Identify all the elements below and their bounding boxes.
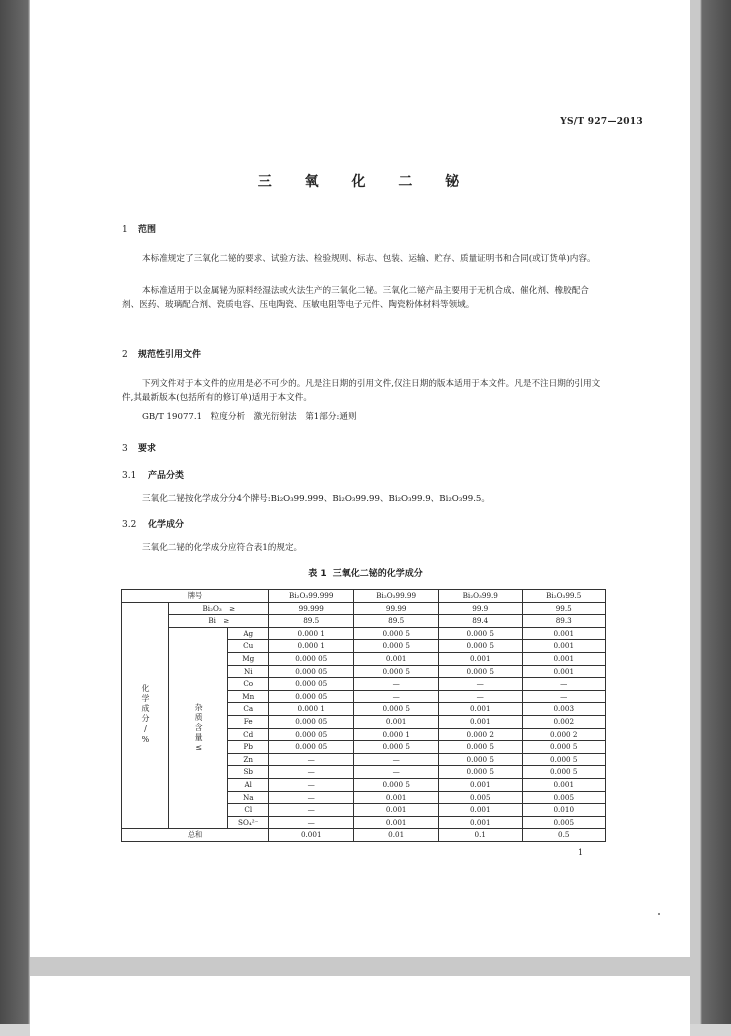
value-cell: 0.001 xyxy=(354,816,439,829)
total-label-cell: 总和 xyxy=(122,829,269,842)
value-cell: 0.000 5 xyxy=(354,778,439,791)
value-cell: 0.001 xyxy=(439,715,522,728)
value-cell: 0.000 5 xyxy=(354,665,439,678)
value-cell: 0.000 2 xyxy=(439,728,522,741)
value-cell: 89.4 xyxy=(439,615,522,628)
value-cell: — xyxy=(269,778,354,791)
section-2-paragraph: 下列文件对于本文件的应用是必不可少的。凡是注日期的引用文件,仅注日期的版本适用于本文件。凡是不注日期的引用文件,其最新版本(包括所有的修订单)适用于本文件。 xyxy=(122,379,601,403)
value-cell: 0.000 05 xyxy=(269,652,354,665)
element-cell: SO₄²⁻ xyxy=(228,816,269,829)
table-caption: 表 1 三氧化二铋的化学成分 xyxy=(308,569,423,579)
section-1-heading: 1 范围 xyxy=(122,225,157,235)
value-cell: 99.999 xyxy=(269,602,354,615)
element-cell: Cu xyxy=(228,640,269,653)
element-cell: Mg xyxy=(228,652,269,665)
value-cell: 0.001 xyxy=(522,778,606,791)
value-cell: 89.3 xyxy=(522,615,606,628)
value-cell: — xyxy=(354,753,439,766)
element-cell: Sb xyxy=(228,766,269,779)
value-cell: 0.000 5 xyxy=(354,640,439,653)
element-cell: Ag xyxy=(228,627,269,640)
element-cell: Bi₂O₃ ≥ xyxy=(169,602,269,615)
value-cell: 0.000 1 xyxy=(269,640,354,653)
brand-cell: Bi₂O₃99.5 xyxy=(522,590,606,603)
value-cell: 0.005 xyxy=(439,791,522,804)
page-number: 1 xyxy=(578,848,584,857)
table-row xyxy=(122,615,606,628)
brand-header-cell: 牌号 xyxy=(122,590,269,603)
element-cell: Zn xyxy=(228,753,269,766)
element-cell: Cd xyxy=(228,728,269,741)
value-cell: 0.001 xyxy=(354,715,439,728)
value-cell: — xyxy=(522,690,606,703)
value-cell: — xyxy=(522,678,606,691)
value-cell: — xyxy=(269,766,354,779)
value-cell: 0.000 5 xyxy=(439,766,522,779)
value-cell: 0.001 xyxy=(439,703,522,716)
value-cell: 0.000 5 xyxy=(439,640,522,653)
value-cell: 0.5 xyxy=(522,829,606,842)
value-cell: 0.1 xyxy=(439,829,522,842)
value-cell: 0.002 xyxy=(522,715,606,728)
value-cell: 0.000 5 xyxy=(522,766,606,779)
value-cell: 99.9 xyxy=(439,602,522,615)
element-cell: Fe xyxy=(228,715,269,728)
value-cell: 0.001 xyxy=(522,652,606,665)
element-cell: Ca xyxy=(228,703,269,716)
scan-speck xyxy=(658,913,660,915)
value-cell: 0.000 05 xyxy=(269,665,354,678)
value-cell: — xyxy=(269,753,354,766)
value-cell: 0.000 5 xyxy=(439,665,522,678)
value-cell: 0.000 1 xyxy=(269,627,354,640)
table-total-row xyxy=(122,829,606,842)
value-cell: 99.99 xyxy=(354,602,439,615)
value-cell: — xyxy=(354,690,439,703)
impurity-group-label: 杂质含量≤ xyxy=(169,627,228,829)
value-cell: 0.001 xyxy=(354,791,439,804)
element-cell: Pb xyxy=(228,741,269,754)
value-cell: — xyxy=(269,804,354,817)
section-3-heading: 3 要求 xyxy=(122,444,157,454)
element-cell: Al xyxy=(228,778,269,791)
value-cell: 0.000 5 xyxy=(439,627,522,640)
value-cell: — xyxy=(269,791,354,804)
table-row xyxy=(122,602,606,615)
element-cell: Mn xyxy=(228,690,269,703)
value-cell: 0.001 xyxy=(354,804,439,817)
document-title: 三 氧 化 二 铋 xyxy=(257,174,474,190)
element-cell: Co xyxy=(228,678,269,691)
composition-group-label: 化学成分/% xyxy=(122,602,169,829)
value-cell: 0.003 xyxy=(522,703,606,716)
value-cell: 0.001 xyxy=(439,778,522,791)
value-cell: — xyxy=(439,678,522,691)
brand-cell: Bi₂O₃99.9 xyxy=(439,590,522,603)
value-cell: 0.005 xyxy=(522,816,606,829)
value-cell: 0.000 05 xyxy=(269,715,354,728)
section-3-1-paragraph: 三氧化二铋按化学成分分4个牌号:Bi₂O₃99.999、Bi₂O₃99.99、Bi₂O₃99.9、Bi₂O₃99.5。 xyxy=(142,494,490,504)
element-cell: Cl xyxy=(228,804,269,817)
value-cell: 0.001 xyxy=(439,652,522,665)
element-cell: Bi ≥ xyxy=(169,615,269,628)
value-cell: — xyxy=(354,678,439,691)
section-3-1-heading: 3.1 产品分类 xyxy=(122,471,185,481)
value-cell: 0.000 5 xyxy=(439,753,522,766)
brand-cell: Bi₂O₃99.999 xyxy=(269,590,354,603)
value-cell: 0.000 1 xyxy=(269,703,354,716)
value-cell: 0.001 xyxy=(522,627,606,640)
value-cell: — xyxy=(269,816,354,829)
value-cell: 89.5 xyxy=(269,615,354,628)
table-row xyxy=(122,627,606,640)
value-cell: 0.000 05 xyxy=(269,728,354,741)
value-cell: — xyxy=(354,766,439,779)
value-cell: 0.000 5 xyxy=(354,627,439,640)
table-header-row xyxy=(122,590,606,603)
value-cell: 0.000 5 xyxy=(522,741,606,754)
value-cell: 0.01 xyxy=(354,829,439,842)
value-cell: 0.000 5 xyxy=(439,741,522,754)
value-cell: 0.001 xyxy=(439,816,522,829)
value-cell: 0.001 xyxy=(439,804,522,817)
value-cell: 0.000 05 xyxy=(269,690,354,703)
value-cell: 0.001 xyxy=(269,829,354,842)
value-cell: 0.000 5 xyxy=(354,741,439,754)
section-3-2-heading: 3.2 化学成分 xyxy=(122,520,185,530)
value-cell: 0.000 1 xyxy=(354,728,439,741)
value-cell: 0.001 xyxy=(354,652,439,665)
standard-code: YS/T 927—2013 xyxy=(560,117,643,127)
value-cell: 0.000 5 xyxy=(522,753,606,766)
brand-cell: Bi₂O₃99.99 xyxy=(354,590,439,603)
value-cell: 89.5 xyxy=(354,615,439,628)
value-cell: 0.000 5 xyxy=(354,703,439,716)
value-cell: 0.000 2 xyxy=(522,728,606,741)
value-cell: 0.000 05 xyxy=(269,741,354,754)
section-1-paragraph-1: 本标准规定了三氧化二铋的要求、试验方法、检验规则、标志、包装、运输、贮存、质量证明书和合同(或订货单)内容。 xyxy=(142,254,596,264)
value-cell: 0.010 xyxy=(522,804,606,817)
section-3-2-paragraph: 三氧化二铋的化学成分应符合表1的规定。 xyxy=(142,543,303,553)
value-cell: — xyxy=(439,690,522,703)
value-cell: 99.5 xyxy=(522,602,606,615)
next-document-page xyxy=(30,976,690,1036)
value-cell: 0.005 xyxy=(522,791,606,804)
normative-reference: GB/T 19077.1 粒度分析 激光衍射法 第1部分:通则 xyxy=(142,412,357,422)
chemical-composition-table xyxy=(121,589,606,842)
element-cell: Na xyxy=(228,791,269,804)
value-cell: 0.001 xyxy=(522,665,606,678)
element-cell: Ni xyxy=(228,665,269,678)
section-2-heading: 2 规范性引用文件 xyxy=(122,350,202,360)
section-1-paragraph-2: 本标准适用于以金属铋为原料经湿法或火法生产的三氧化二铋。三氧化二铋产品主要用于无机合成、催化剂、橡胶配合剂、医药、玻璃配合剂、瓷质电容、压电陶瓷、压敏电阻等电子元件、陶瓷粉体材料等领域。 xyxy=(122,286,589,310)
value-cell: 0.001 xyxy=(522,640,606,653)
value-cell: 0.000 05 xyxy=(269,678,354,691)
